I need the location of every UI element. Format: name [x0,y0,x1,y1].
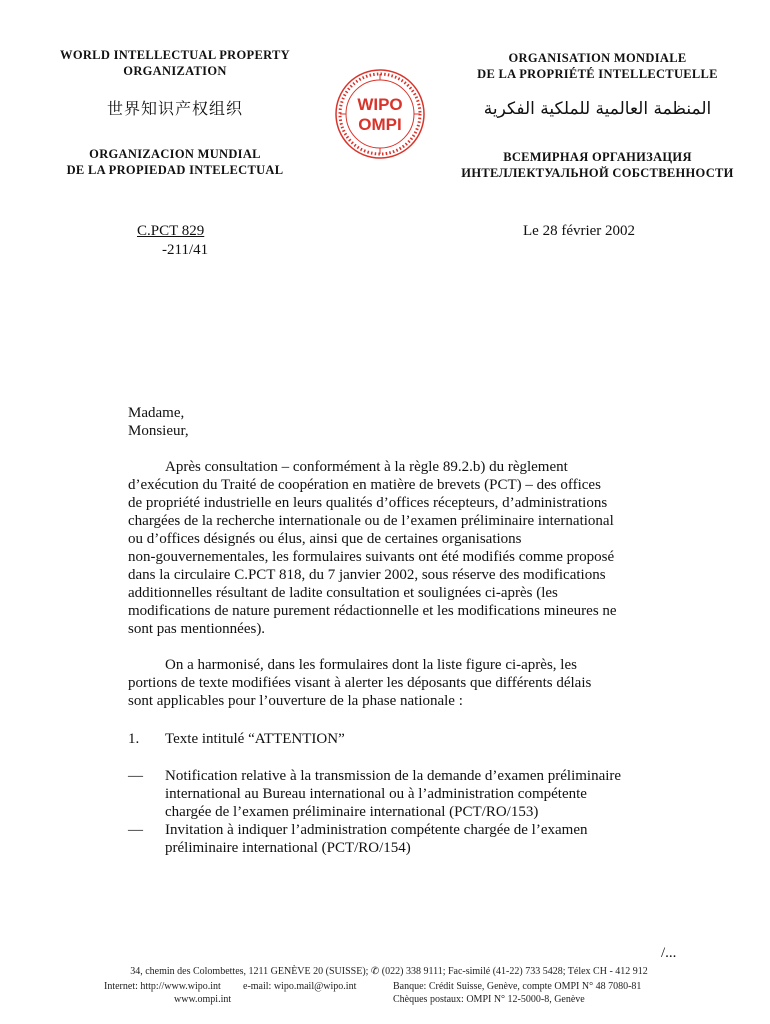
paragraph-line: portions de texte modifiées visant à alerter les déposants que différents délais [128,675,592,691]
list-item-number: 1. [128,731,140,747]
list-item-title: Texte intitulé “ATTENTION” [165,731,345,747]
paragraph-line: d’exécution du Traité de coopération en matière de brevets (PCT) – des offices [128,477,601,493]
dash-bullet: — [128,768,143,784]
paragraph-line: sont applicables pour l’ouverture de la phase nationale : [128,693,463,709]
paragraph-line: sont pas mentionnées). [128,621,266,637]
footer-email: e-mail: wipo.mail@wipo.int [243,981,357,992]
paragraph-line: modifications de nature purement rédactionnelle et les modifications mineures ne [128,603,617,619]
paragraph-line: Après consultation – conformément à la règle 89.2.b) du règlement [165,459,568,475]
org-name-french [455,50,740,82]
reference-code: C.PCT 829 [137,223,205,239]
org-name-spanish-line2: DE LA PROPIEDAD INTELECTUAL [66,163,284,177]
org-name-english-line1: WORLD INTELLECTUAL PROPERTY [60,48,290,62]
footer-bank: Banque: Crédit Suisse, Genève, compte OMPI N° 48 7080-81 [393,981,642,992]
body-paragraph-1 [128,458,688,638]
footer-address: 34, chemin des Colombettes, 1211 GENÈVE 20 (SUISSE); ✆ (022) 338 9111; Fac-similé (41-22) 733 5428; Télex CH - 412 912 [130,966,648,977]
org-name-english [40,47,310,79]
paragraph-line: chargées de la recherche internationale ou de l’examen préliminaire international [128,513,614,529]
org-name-english-line2: ORGANIZATION [123,64,227,78]
org-name-french-line1: ORGANISATION MONDIALE [508,51,687,65]
footer-internet: Internet: http://www.wipo.int [104,981,221,992]
logo-text-wipo: WIPO [357,95,403,114]
logo-text-ompi: OMPI [358,115,402,134]
org-name-russian-line2: ИНТЕЛЛЕКТУАЛЬНОЙ СОБСТВЕННОСТИ [461,166,734,180]
org-name-russian [455,149,740,181]
continuation-mark: /... [661,945,677,961]
paragraph-line: additionnelles résultant de ladite consultation et soulignées ci-après (les [128,585,558,601]
paragraph-line: On a harmonisé, dans les formulaires dont la liste figure ci-après, les [165,657,577,673]
dash-list-item [165,821,685,857]
paragraph-line: ou d’offices désignés ou élus, ainsi que de certaines organisations [128,531,522,547]
salutation-line: Madame, [128,405,185,421]
wipo-ompi-logo [332,66,428,162]
footer-www: www.ompi.int [174,994,232,1005]
dash-item-line: Notification relative à la transmission de la demande d’examen préliminaire [165,768,622,784]
salutation-line: Monsieur, [128,423,189,439]
dash-list-item [165,767,685,821]
letter-date: Le 28 février 2002 [523,223,636,239]
org-name-spanish-line1: ORGANIZACION MUNDIAL [89,147,261,161]
dash-item-line: Invitation à indiquer l’administration compétente chargée de l’examen [165,822,588,838]
org-name-chinese: 世界知识产权组织 [106,99,243,118]
org-name-spanish [40,146,310,178]
dash-bullet: — [128,822,143,838]
dash-item-line: préliminaire international (PCT/RO/154) [165,840,411,856]
paragraph-line: dans la circulaire C.PCT 818, du 7 janvier 2002, sous réserve des modifications [128,567,606,583]
paragraph-line: de propriété industrielle en leurs qualités d’offices récepteurs, d’administrations [128,495,608,511]
org-name-russian-line1: ВСЕМИРНАЯ ОРГАНИЗАЦИЯ [503,150,692,164]
dash-item-line: chargée de l’examen préliminaire international (PCT/RO/153) [165,804,539,820]
org-name-french-line2: DE LA PROPRIÉTÉ INTELLECTUELLE [477,67,718,81]
dash-item-line: international au Bureau international ou à l’administration compétente [165,786,587,802]
reference-subcode: -211/41 [162,242,209,258]
salutation [128,404,688,440]
footer-postal: Chèques postaux: OMPI N° 12-5000-8, Genève [393,994,585,1005]
org-name-arabic: المنظمة العالمية للملكية الفكرية [483,99,712,119]
body-paragraph-2 [128,656,688,710]
paragraph-line: non-gouvernementales, les formulaires suivants ont été modifiés comme proposé [128,549,615,565]
